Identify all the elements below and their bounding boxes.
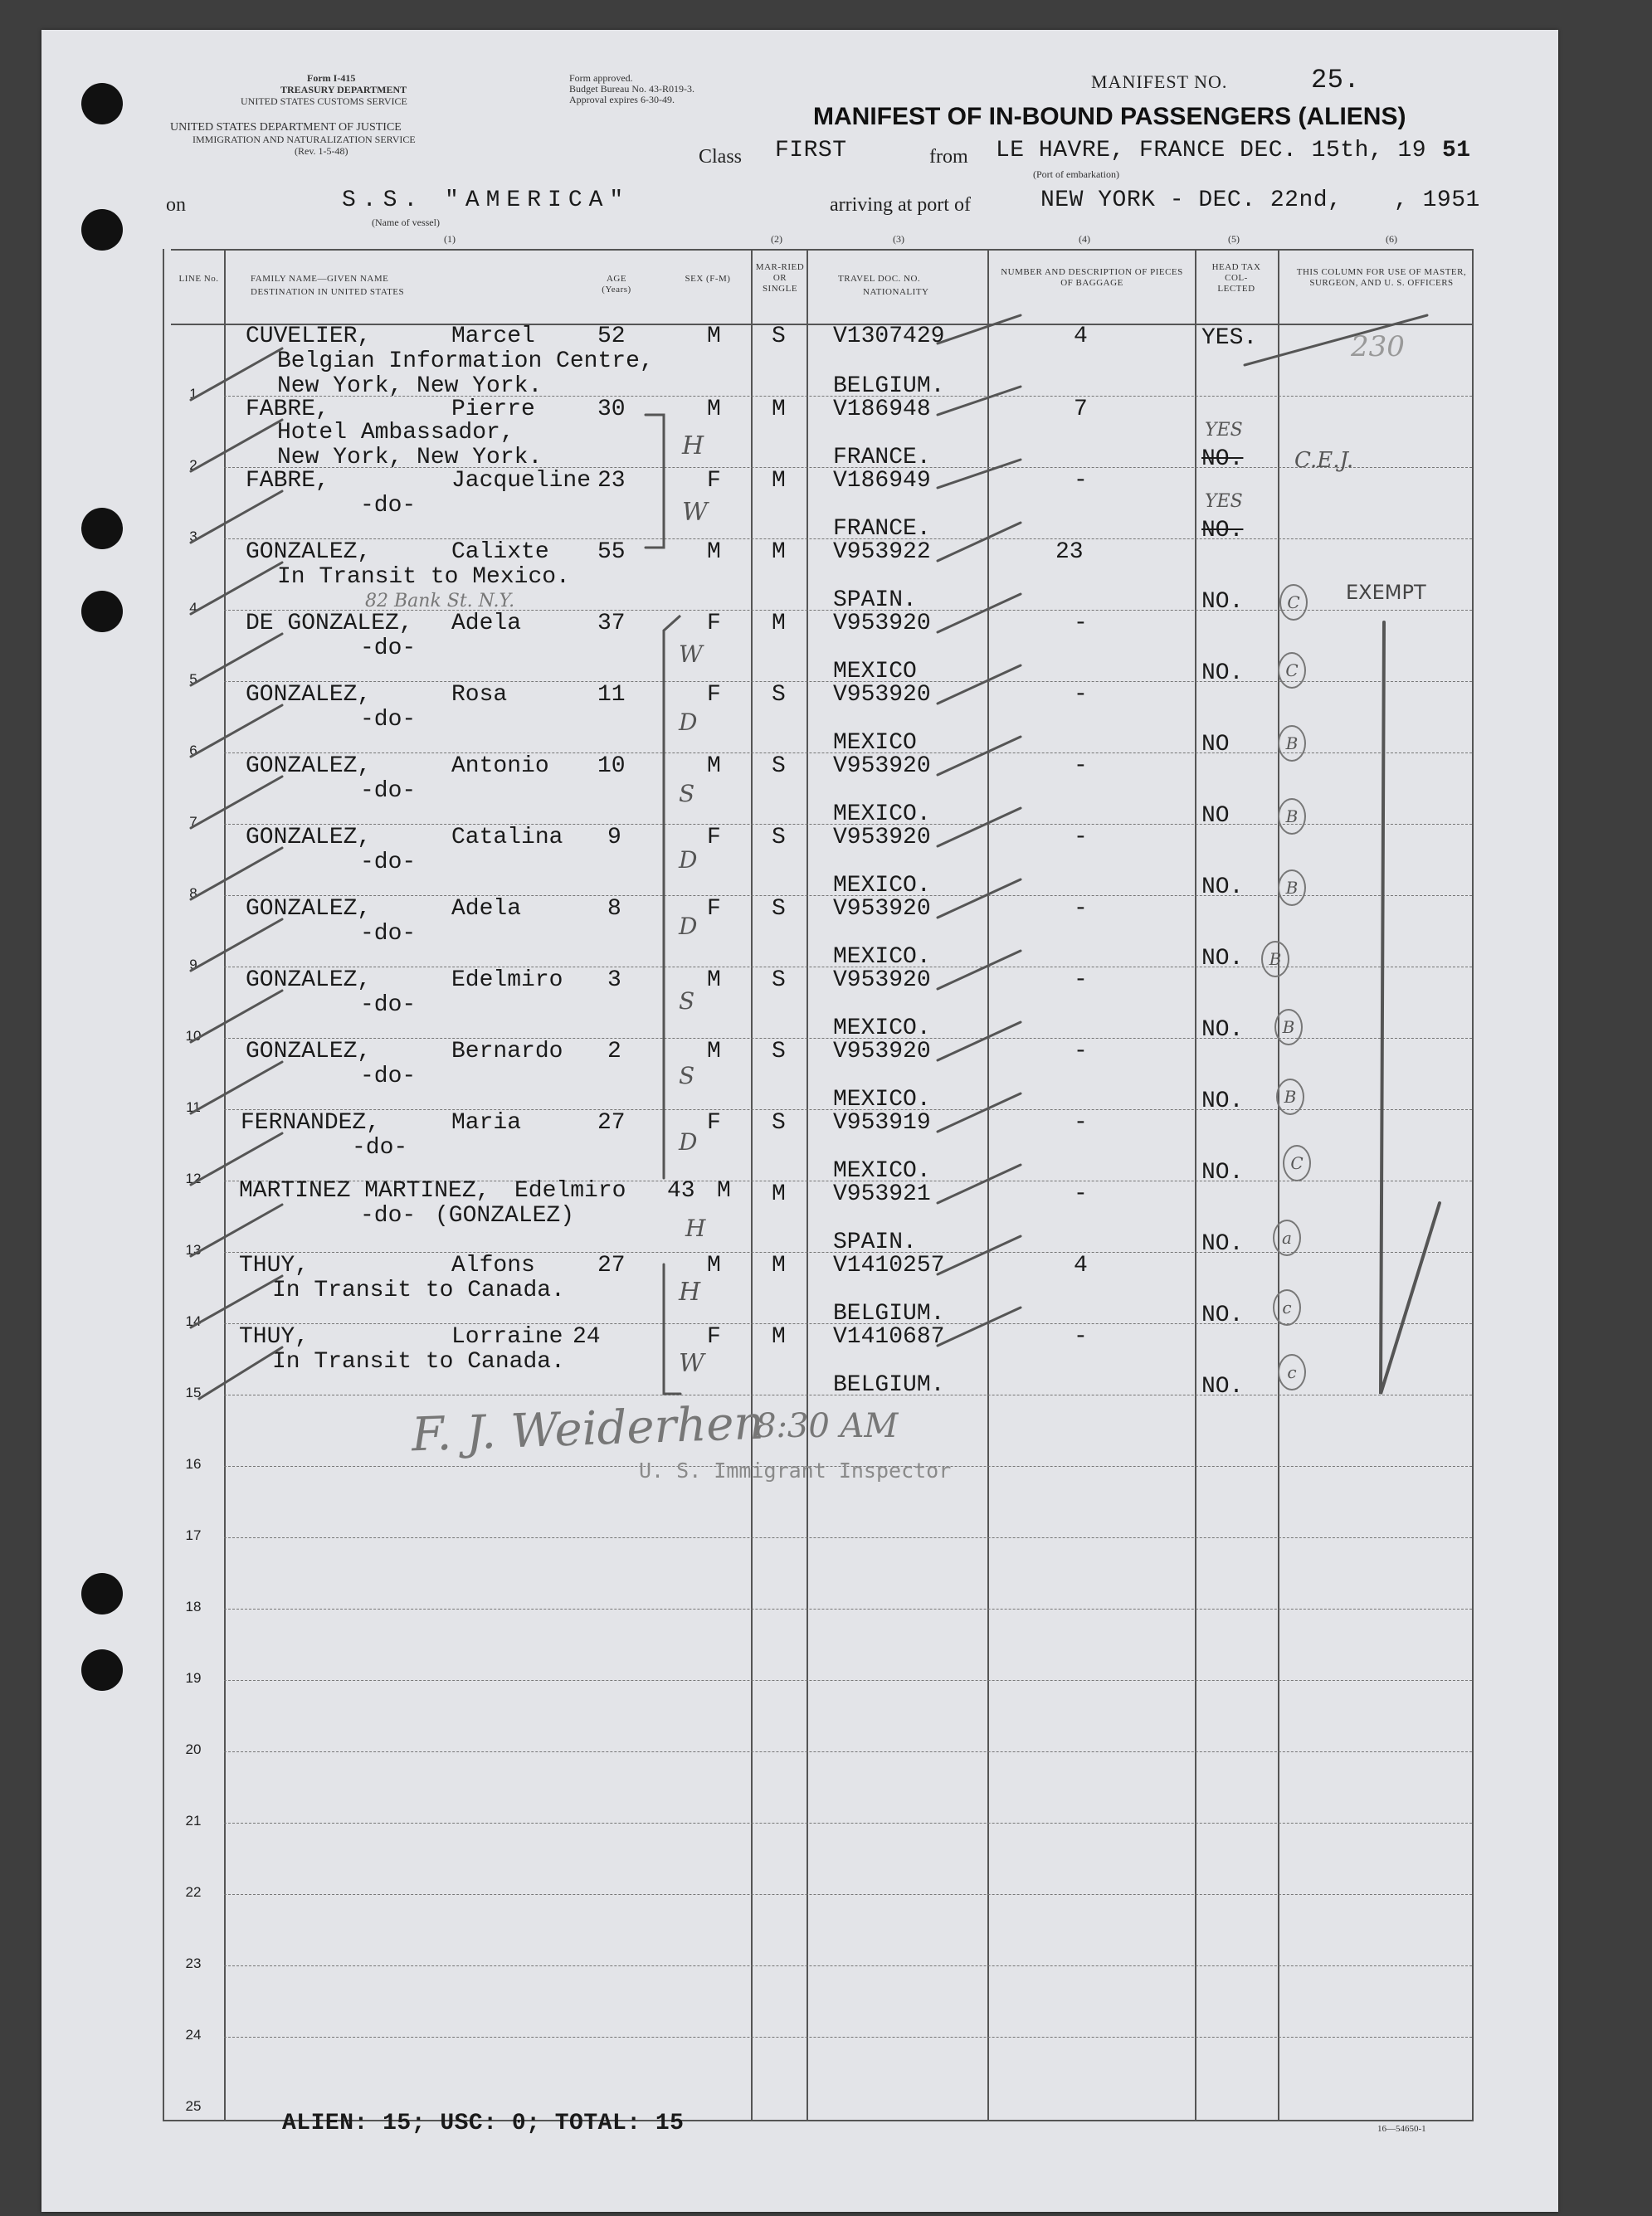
header-travel-doc: TRAVEL DOC. NO. [838, 274, 921, 284]
relation-mark: H [682, 431, 704, 460]
class-label: Class [699, 146, 743, 168]
sex: M [707, 1039, 721, 1064]
header-baggage: NUMBER AND DESCRIPTION OF PIECES OF BAGGAGE [1001, 267, 1183, 289]
travel-doc: V186948 [833, 397, 931, 422]
relation-mark: D [679, 709, 698, 736]
age: 10 [597, 753, 626, 779]
vessel-label: (Name of vessel) [372, 217, 440, 228]
line-number: 20 [185, 1741, 202, 1757]
circled-mark: B [1274, 1009, 1303, 1045]
header-officers: THIS COLUMN FOR USE OF MASTER, SURGEON, AND U. S. OFFICERS [1296, 267, 1467, 289]
header-nationality: NATIONALITY [863, 287, 929, 297]
age: 43 [667, 1178, 695, 1204]
given-name: Edelmiro [451, 967, 563, 993]
on-label: on [166, 194, 186, 216]
sex: F [707, 896, 721, 922]
circled-mark: B [1276, 1079, 1304, 1115]
col-number: (4) [1079, 233, 1090, 245]
head-tax: YES. [1201, 325, 1258, 351]
circled-mark: B [1261, 941, 1289, 977]
nationality: MEXICO. [833, 1158, 931, 1184]
given-name: Lorraine [451, 1324, 563, 1350]
head-tax: NO. [1201, 660, 1244, 686]
travel-doc: V186949 [833, 468, 931, 494]
line-number: 14 [185, 1313, 202, 1329]
given-name: Rosa [451, 682, 508, 708]
nationality: BELGIUM. [833, 1372, 945, 1398]
line-number: 4 [189, 600, 197, 616]
travel-doc: V953920 [833, 967, 931, 993]
relation-mark: S [679, 1062, 695, 1089]
handwritten-initials: C.E.J. [1294, 448, 1354, 473]
head-tax: NO. [1201, 946, 1244, 972]
family-name: FABRE, [246, 468, 329, 494]
baggage: - [1074, 468, 1088, 494]
destination: -do- [360, 707, 417, 733]
destination: New York, New York. [277, 445, 543, 470]
circled-mark: B [1278, 725, 1306, 762]
line-number: 16 [185, 1456, 202, 1472]
sex: F [707, 682, 721, 708]
line-number: 17 [185, 1527, 202, 1543]
age: 11 [597, 682, 626, 708]
port-embark-label: (Port of embarkation) [1033, 168, 1119, 180]
baggage: 4 [1074, 324, 1088, 349]
given-name: Adela [451, 896, 522, 922]
travel-doc: V953919 [833, 1110, 931, 1136]
baggage: - [1074, 1324, 1088, 1350]
baggage: - [1074, 896, 1088, 922]
destination: -do- [360, 1203, 417, 1229]
baggage: - [1074, 611, 1088, 636]
header-sex: SEX (F-M) [685, 274, 731, 284]
age: 23 [597, 468, 626, 494]
age: 27 [597, 1253, 626, 1278]
given-name: Bernardo [451, 1039, 563, 1064]
destination: -do- [360, 850, 417, 875]
inspector-signature: F. J. Weiderhen [410, 1395, 765, 1463]
form-code: 16—54650-1 [1377, 2124, 1426, 2134]
line-number: 13 [185, 1242, 202, 1258]
marital-status: M [772, 1253, 786, 1278]
nationality: FRANCE. [833, 445, 931, 470]
sex: M [707, 539, 721, 565]
circled-mark: C [1283, 1145, 1311, 1181]
approval-2: Budget Bureau No. 43-R019-3. [569, 83, 694, 95]
line-number: 8 [189, 885, 197, 901]
inspector-stamp: U. S. Immigrant Inspector [639, 1459, 952, 1483]
arriving-label: arriving at port of [830, 194, 971, 216]
form-revision: (Rev. 1-5-48) [295, 145, 348, 157]
nationality: MEXICO [833, 730, 917, 756]
destination: In Transit to Canada. [272, 1278, 565, 1303]
family-name: GONZALEZ, [246, 896, 372, 922]
header-head-tax: HEAD TAX COL-LECTED [1211, 262, 1261, 295]
manifest-no: 25. [1311, 65, 1361, 95]
marital-status: M [772, 539, 786, 565]
nationality: MEXICO. [833, 801, 931, 827]
circled-mark: C [1279, 584, 1308, 621]
marital-status: S [772, 1110, 786, 1136]
header-age: AGE (Years) [602, 274, 631, 295]
marital-status: S [772, 682, 786, 708]
destination: -do- [360, 992, 417, 1018]
circled-mark: a [1273, 1220, 1301, 1256]
age: 24 [573, 1324, 601, 1350]
line-number: 9 [189, 957, 197, 972]
marital-status: S [772, 967, 786, 993]
baggage: - [1074, 1181, 1088, 1207]
circled-mark: C [1278, 652, 1306, 689]
family-name: GONZALEZ, [246, 967, 372, 993]
nationality: BELGIUM. [833, 373, 945, 399]
vessel-name: S.S. "AMERICA" [342, 188, 631, 213]
handwritten-address: 82 Bank St. N.Y. [365, 591, 515, 611]
sex: M [707, 753, 721, 779]
nationality: SPAIN. [833, 587, 917, 613]
marital-status: S [772, 1039, 786, 1064]
age: 30 [597, 397, 626, 422]
line-number: 1 [189, 386, 197, 402]
line-number: 7 [189, 814, 197, 830]
sex: M [707, 967, 721, 993]
relation-mark: S [679, 987, 695, 1015]
col-number: (6) [1386, 233, 1397, 245]
given-name: Calixte [451, 539, 549, 565]
head-tax: NO. [1201, 1303, 1244, 1328]
circled-mark: B [1278, 869, 1306, 906]
age: 27 [597, 1110, 626, 1136]
from-year: 51 [1442, 138, 1471, 163]
travel-doc: V953920 [833, 753, 931, 779]
age: 8 [607, 896, 621, 922]
line-number: 18 [185, 1599, 202, 1615]
destination: -do- [360, 778, 417, 804]
destination: (GONZALEZ) [435, 1203, 575, 1229]
head-tax: NO. [1201, 589, 1244, 615]
relation-mark: D [679, 913, 698, 940]
head-tax: NO. [1201, 1089, 1244, 1114]
given-name: Jacqueline [451, 468, 592, 494]
family-name: GONZALEZ, [246, 1039, 372, 1064]
travel-doc: V953920 [833, 825, 931, 850]
circled-mark: c [1278, 1354, 1306, 1390]
from-label: from [929, 146, 968, 168]
travel-doc: V953920 [833, 611, 931, 636]
marital-status: M [772, 1181, 786, 1207]
baggage: - [1074, 967, 1088, 993]
age: 52 [597, 324, 626, 349]
line-number: 25 [185, 2098, 202, 2114]
destination: -do- [360, 1064, 417, 1089]
line-number: 12 [185, 1171, 202, 1186]
line-number: 24 [185, 2027, 202, 2043]
baggage: 23 [1055, 539, 1084, 565]
sex: M [707, 324, 721, 349]
destination: -do- [360, 493, 417, 519]
travel-doc: V953920 [833, 1039, 931, 1064]
relation-mark: H [679, 1278, 701, 1307]
age: 37 [597, 611, 626, 636]
header-destination: DESTINATION IN UNITED STATES [251, 287, 405, 297]
destination: New York, New York. [277, 373, 543, 399]
destination: -do- [360, 921, 417, 947]
baggage: - [1074, 753, 1088, 779]
nationality: MEXICO. [833, 873, 931, 899]
given-name: Antonio [451, 753, 549, 779]
marital-status: S [772, 896, 786, 922]
destination: Hotel Ambassador, [277, 420, 514, 446]
marital-status: S [772, 324, 786, 349]
relation-mark: D [679, 1128, 698, 1156]
family-name: FABRE, [246, 397, 329, 422]
class-value: FIRST [775, 138, 847, 163]
sex: M [707, 1253, 721, 1278]
sex: F [707, 1324, 721, 1350]
nationality: MEXICO. [833, 1015, 931, 1041]
baggage: - [1074, 682, 1088, 708]
customs-service: UNITED STATES CUSTOMS SERVICE [241, 95, 407, 107]
handwritten-yes: YES [1205, 491, 1243, 512]
travel-doc: V1410257 [833, 1253, 945, 1278]
nationality: MEXICO. [833, 1087, 931, 1113]
relation-mark: W [679, 1349, 704, 1378]
col-number: (2) [771, 233, 782, 245]
arrival-value: NEW YORK - DEC. 22nd, [1040, 188, 1343, 213]
approval-3: Approval expires 6-30-49. [569, 94, 675, 105]
line-number: 22 [185, 1884, 202, 1900]
family-name: GONZALEZ, [246, 682, 372, 708]
head-tax: NO. [1201, 1160, 1244, 1186]
family-name: THUY, [239, 1253, 309, 1278]
justice-dept: UNITED STATES DEPARTMENT OF JUSTICE [170, 121, 402, 134]
age: 2 [607, 1039, 621, 1064]
circled-mark: B [1278, 798, 1306, 835]
line-number: 5 [189, 671, 197, 687]
relation-mark: W [679, 640, 703, 668]
nationality: FRANCE. [833, 516, 931, 542]
given-name: Maria [451, 1110, 522, 1136]
sex: M [717, 1178, 731, 1204]
baggage: 7 [1074, 397, 1088, 422]
travel-doc: V953920 [833, 896, 931, 922]
family-name: GONZALEZ, [246, 539, 372, 565]
marital-status: M [772, 611, 786, 636]
family-name: THUY, [239, 1324, 309, 1350]
head-tax: NO. [1201, 1231, 1244, 1257]
family-name: GONZALEZ, [246, 753, 372, 779]
destination: -do- [352, 1135, 408, 1161]
header-married: MAR-RIED OR SINGLE [755, 262, 805, 295]
head-tax: NO. [1201, 874, 1244, 900]
col-number: (5) [1228, 233, 1240, 245]
manifest-title: MANIFEST OF IN-BOUND PASSENGERS (ALIENS) [813, 103, 1406, 130]
head-tax: NO. [1201, 518, 1244, 543]
given-name: Alfons [451, 1253, 535, 1278]
totals-line: ALIEN: 15; USC: 0; TOTAL: 15 [282, 2111, 685, 2136]
travel-doc: V953922 [833, 539, 931, 565]
approval-1: Form approved. [569, 72, 633, 84]
destination: In Transit to Mexico. [277, 564, 570, 590]
age: 55 [597, 539, 626, 565]
col-number: (3) [893, 233, 904, 245]
family-name: MARTINEZ MARTINEZ, [239, 1178, 490, 1204]
travel-doc: V1410687 [833, 1324, 945, 1350]
destination: Belgian Information Centre, [277, 348, 654, 374]
given-name: Pierre [451, 397, 535, 422]
destination: In Transit to Canada. [272, 1349, 565, 1375]
manifest-no-label: MANIFEST NO. [1091, 71, 1228, 92]
relation-mark: H [685, 1215, 706, 1242]
given-name: Catalina [451, 825, 563, 850]
arrival-year: , 1951 [1394, 188, 1480, 213]
nationality: BELGIUM. [833, 1301, 945, 1327]
sex: F [707, 468, 721, 494]
form-number: Form I-415 [307, 72, 356, 84]
baggage: - [1074, 825, 1088, 850]
line-number: 19 [185, 1670, 202, 1686]
line-number: 11 [186, 1099, 201, 1115]
age: 9 [607, 825, 621, 850]
nationality: MEXICO [833, 659, 917, 684]
family-name: GONZALEZ, [246, 825, 372, 850]
ins-service: IMMIGRATION AND NATURALIZATION SERVICE [192, 134, 416, 145]
line-number: 6 [189, 743, 197, 758]
given-name: Marcel [451, 324, 535, 349]
given-name: Adela [451, 611, 522, 636]
line-number: 10 [185, 1028, 202, 1044]
header-name: FAMILY NAME—GIVEN NAME [251, 274, 389, 284]
head-tax: NO. [1201, 446, 1244, 472]
travel-doc: V953921 [833, 1181, 931, 1207]
destination: -do- [360, 636, 417, 661]
family-name: DE GONZALEZ, [246, 611, 413, 636]
circled-mark: c [1273, 1289, 1301, 1326]
marital-status: M [772, 397, 786, 422]
marital-status: M [772, 468, 786, 494]
sex: F [707, 825, 721, 850]
head-tax: NO. [1201, 1017, 1244, 1043]
nationality: SPAIN. [833, 1230, 917, 1255]
travel-doc: V1307429 [833, 324, 945, 349]
nationality: MEXICO. [833, 944, 931, 970]
head-tax: NO. [1201, 1374, 1244, 1400]
header-line-no: LINE No. [178, 274, 219, 284]
handwritten-exempt: EXEMPT [1346, 581, 1426, 604]
line-number: 23 [185, 1955, 202, 1971]
baggage: 4 [1074, 1253, 1088, 1278]
handwritten-time: 8:30 AM [755, 1407, 899, 1445]
sex: F [707, 611, 721, 636]
col-number: (1) [444, 233, 456, 245]
marital-status: M [772, 1324, 786, 1350]
given-name: Edelmiro [514, 1178, 626, 1204]
family-name: FERNANDEZ, [241, 1110, 381, 1136]
relation-mark: S [679, 780, 695, 807]
line-number: 21 [185, 1813, 202, 1829]
sex: M [707, 397, 721, 422]
baggage: - [1074, 1110, 1088, 1136]
marital-status: S [772, 825, 786, 850]
family-name: CUVELIER, [246, 324, 372, 349]
line-number: 2 [189, 457, 197, 473]
head-tax: NO [1201, 732, 1230, 757]
sex: F [707, 1110, 721, 1136]
relation-mark: W [682, 498, 708, 527]
head-tax: NO [1201, 803, 1230, 829]
relation-mark: D [679, 846, 698, 874]
treasury-dept: TREASURY DEPARTMENT [280, 84, 407, 95]
handwritten-yes: YES [1205, 420, 1243, 441]
baggage: - [1074, 1039, 1088, 1064]
handwritten-number: 230 [1351, 330, 1405, 363]
line-number: 15 [185, 1385, 202, 1400]
age: 3 [607, 967, 621, 993]
marital-status: S [772, 753, 786, 779]
travel-doc: V953920 [833, 682, 931, 708]
line-number: 3 [189, 528, 197, 544]
from-value: LE HAVRE, FRANCE DEC. 15th, 19 [996, 138, 1427, 163]
